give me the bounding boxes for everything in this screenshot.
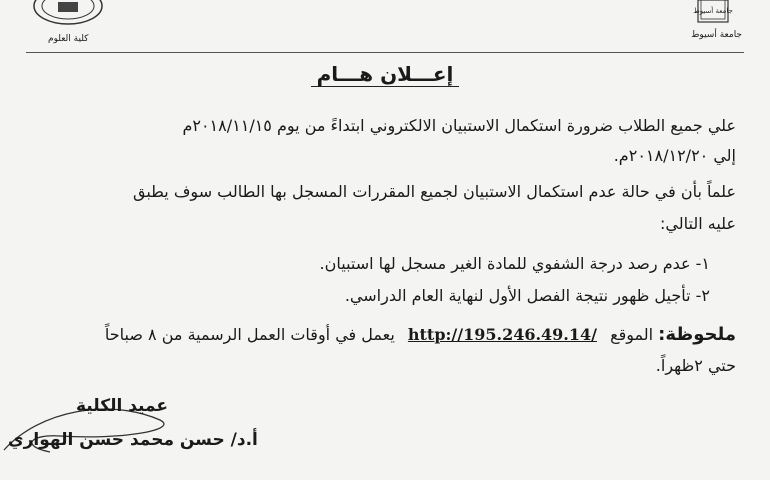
body-line-3: علماً بأن في حالة عدم استكمال الاستبيان لجميع المقررات المسجل بها الطالب سوف يطبق (133, 182, 736, 201)
note-line (105, 324, 736, 345)
list-item-2: ٢- تأجيل ظهور نتيجة الفصل الأول لنهاية العام الدراسي. (344, 286, 710, 305)
note-hours: يعمل في أوقات العمل الرسمية من ٨ صباحاً (104, 325, 395, 344)
body-line-4: عليه التالي: (660, 214, 736, 233)
faculty-caption: كلية العلوم (48, 34, 89, 44)
faculty-of-science-logo (30, 0, 106, 26)
body-line-2: إلي ٢٠١٨/١٢/٢٠م. (613, 146, 736, 165)
list-item-1: ١- عدم رصد درجة الشفوي للمادة الغير مسجل لها استبيان. (319, 254, 710, 273)
signature-name: أ.د/ حسن محمد حسن الهواري (8, 430, 258, 450)
signature-title: عميد الكلية (76, 396, 168, 416)
announcement-title: إعـــلان هـــام (0, 62, 770, 86)
note-line-2: حتي ٢ظهراً. (655, 356, 736, 375)
survey-url-link[interactable]: http://195.246.49.14/ (407, 325, 597, 344)
note-label: ملحوظة: (658, 324, 736, 345)
body-line-1: علي جميع الطلاب ضرورة استكمال الاستبيان الالكتروني ابتداءً من يوم ٢٠١٨/١١/١٥م (182, 116, 736, 135)
assiut-university-logo (693, 0, 733, 26)
university-caption: جامعة أسيوط (691, 30, 742, 40)
university-logo-text: جامعة أسيوط (693, 7, 733, 15)
header-divider (26, 52, 744, 53)
note-site-word: الموقع (610, 325, 654, 344)
